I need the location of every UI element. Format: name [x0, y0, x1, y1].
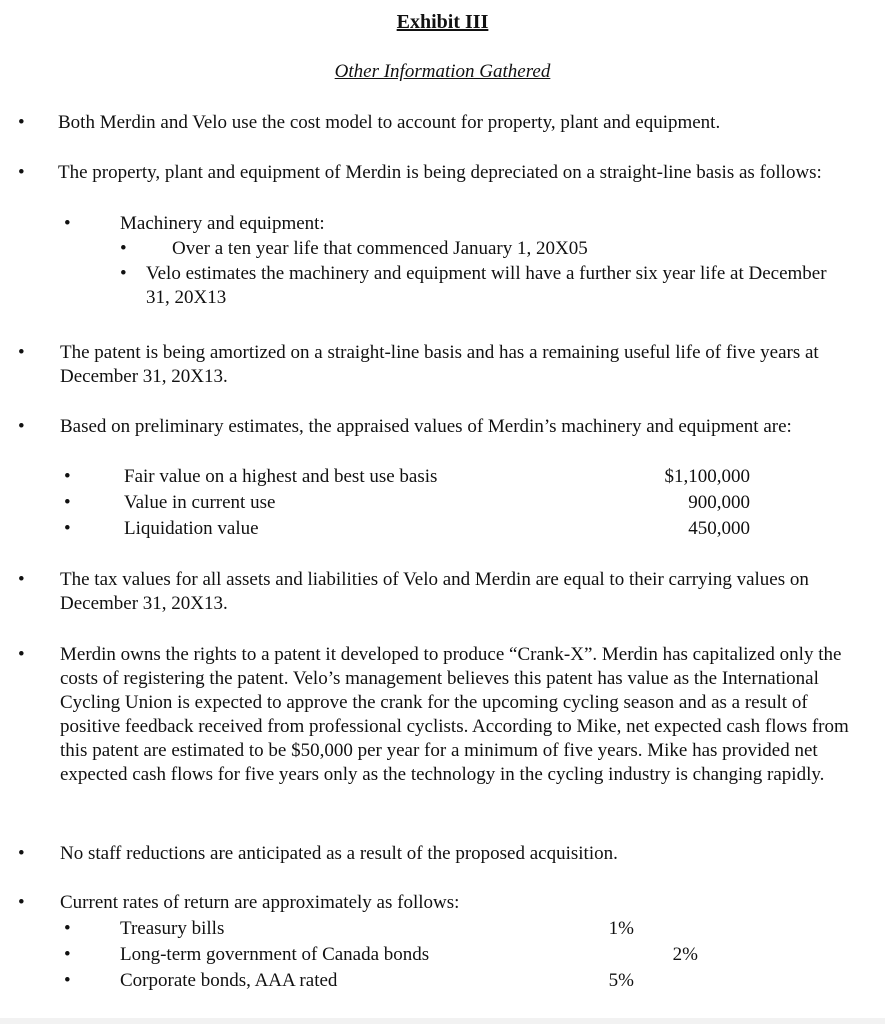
appraised-value: 900,000 [688, 492, 750, 513]
bullet-dot: • [18, 892, 25, 913]
bullet-text: The property, plant and equipment of Merdin is being depreciated on a straight-line basis as follows: [58, 162, 822, 183]
rate-label: Treasury bills [120, 918, 225, 939]
bullet-dot: • [64, 518, 71, 539]
bullet-text: Merdin owns the rights to a patent it developed to produce “Crank-X”. Merdin has capitalized only the costs of registering the patent. Velo’s management believes this patent has value as the International Cycling Union is expected to approve the crank for the upcoming cycling season and as a result of positive feedback received from professional cyclists. According to Mike, net expected cash flows from this patent are estimated to be $50,000 per year for a minimum of five years. Mike has provided net expected cash flows for five years only as the technology in the cycling industry is changing rapidly. [60, 644, 849, 785]
bullet-dot: • [18, 416, 25, 437]
sub-sub-bullet-text: Velo estimates the machinery and equipment will have a further six year life at December 31, 20X13 [146, 263, 827, 308]
bullet-text: The patent is being amortized on a straight-line basis and has a remaining useful life of five years at December 31, 20X13. [60, 342, 819, 387]
bullet-dot: • [18, 342, 25, 363]
appraised-label: Value in current use [124, 492, 276, 513]
bullet-dot: • [18, 644, 25, 665]
bullet-dot: • [64, 492, 71, 513]
bullet-dot: • [64, 466, 71, 487]
bullet-dot: • [64, 213, 71, 234]
exhibit-title: Exhibit III [396, 11, 489, 33]
bottom-edge [0, 1018, 885, 1024]
sub-sub-bullet-text: Over a ten year life that commenced January 1, 20X05 [172, 238, 588, 259]
bullet-dot: • [18, 843, 25, 864]
bullet-dot: • [18, 112, 25, 133]
rate-value: 5% [608, 970, 634, 991]
rate-label: Corporate bonds, AAA rated [120, 970, 338, 991]
sub-bullet-text: Machinery and equipment: [120, 213, 325, 234]
bullet-text: Based on preliminary estimates, the appraised values of Merdin’s machinery and equipment are: [60, 416, 792, 437]
exhibit-subtitle: Other Information Gathered [334, 61, 551, 82]
bullet-dot: • [64, 970, 71, 991]
bullet-text: No staff reductions are anticipated as a result of the proposed acquisition. [60, 843, 618, 864]
bullet-dot: • [64, 944, 71, 965]
appraised-value: 450,000 [688, 518, 750, 539]
bullet-dot: • [18, 569, 25, 590]
appraised-value: $1,100,000 [664, 466, 750, 487]
bullet-dot: • [120, 238, 127, 259]
bullet-dot: • [120, 263, 127, 284]
bullet-dot: • [64, 918, 71, 939]
appraised-label: Liquidation value [124, 518, 259, 539]
appraised-label: Fair value on a highest and best use basis [124, 466, 438, 487]
rate-label: Long-term government of Canada bonds [120, 944, 430, 965]
bullet-dot: • [18, 162, 25, 183]
bullet-text: Both Merdin and Velo use the cost model to account for property, plant and equipment. [58, 112, 721, 133]
bullet-text: The tax values for all assets and liabilities of Velo and Merdin are equal to their carrying values on December 31, 20X13. [60, 569, 809, 614]
rate-value: 1% [608, 918, 634, 939]
rate-value: 2% [672, 944, 698, 965]
bullet-text: Current rates of return are approximately as follows: [60, 892, 460, 913]
